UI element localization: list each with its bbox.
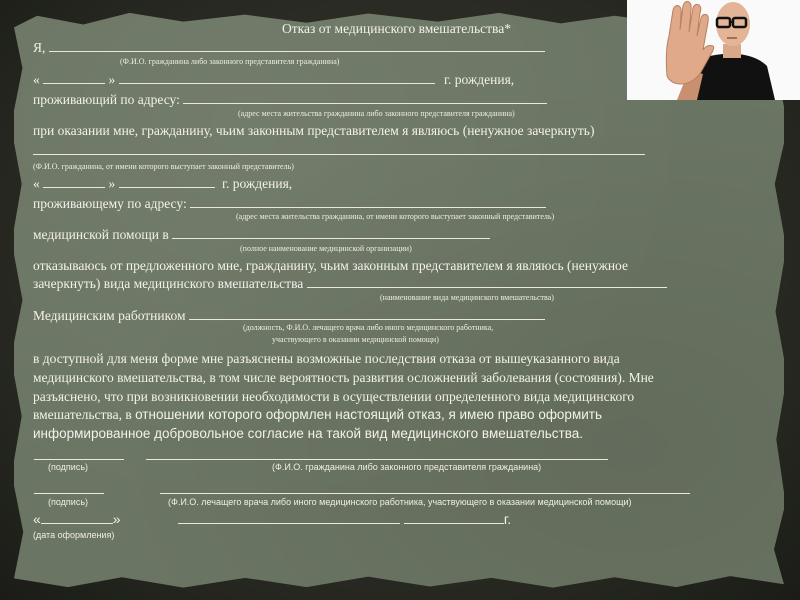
birth-day-field[interactable] <box>43 72 105 84</box>
doctor-field[interactable] <box>189 308 545 320</box>
patient-name-hint: (Ф.И.О. гражданина, от имени которого выступает законный представитель) <box>33 162 294 171</box>
doctor-hint-b: участвующего в оказании медицинской помощи) <box>272 335 439 344</box>
intervention-field[interactable] <box>307 276 667 288</box>
paragraph-line-4a: вмешательства, в <box>33 407 132 422</box>
patient-address-hint: (адрес места жительства гражданина, от имени которого выступает законный представитель) <box>236 212 555 221</box>
line-5 <box>33 143 645 159</box>
organization-field[interactable] <box>172 227 490 239</box>
doctor-label: Медицинским работником <box>33 308 186 323</box>
stop-hand-icon <box>627 0 800 100</box>
date-month-row <box>178 511 511 527</box>
line-9b <box>33 276 667 292</box>
patient-address-label: проживающему по адресу: <box>33 196 187 211</box>
paragraph-line-1: в доступной для меня форме мне разъяснены возможные последствия отказа от вышеуказанного вида <box>33 351 620 366</box>
address-label: проживающий по адресу: <box>33 92 180 107</box>
signature-1-label: (подпись) <box>48 462 89 472</box>
quote-open-2: « <box>33 176 40 191</box>
address-hint: (адрес места жительства гражданина либо законного представителя гражданина) <box>238 109 515 118</box>
line-8 <box>33 227 490 243</box>
organization-hint: (полное наименование медицинской организации) <box>240 244 412 253</box>
date-label: (дата оформления) <box>33 530 115 540</box>
patient-birth-month-field[interactable] <box>119 176 215 188</box>
quote-open: « <box>33 72 40 87</box>
address-field[interactable] <box>183 92 547 104</box>
line-4: при оказании мне, гражданину, чьим законным представителем я являюсь (ненужное зачеркнуть) <box>33 123 595 138</box>
line-1 <box>33 40 545 56</box>
paragraph-line-4 <box>33 407 602 423</box>
paragraph-line-3: разъяснено, что при возникновении необходимости в осуществлении определенного вида медицинского <box>33 389 635 404</box>
intervention-label: зачеркнуть) вида медицинского вмешательства <box>33 276 304 291</box>
line-9a: отказываюсь от предложенного мне, гражданину, чьим законным представителем я являюсь (ненужное <box>33 258 628 273</box>
date-quote-open: « <box>33 511 41 527</box>
signature-1-hint: (Ф.И.О. гражданина либо законного представителя гражданина) <box>272 462 542 472</box>
name-prefix: Я, <box>33 40 46 55</box>
document-title: Отказ от медицинского вмешательства* <box>282 21 511 36</box>
date-year-field[interactable] <box>404 512 504 524</box>
date-quote-close: » <box>112 511 121 527</box>
quote-close-2: » <box>108 176 116 191</box>
date-day-field[interactable] <box>41 512 113 524</box>
signature-2-hint: (Ф.И.О. лечащего врача либо иного медицинского работника, участвующего в оказании медицинской помощи) <box>168 497 632 507</box>
doctor-hint-a: (должность, Ф.И.О. лечащего врача либо иного медицинского работника, <box>243 323 494 332</box>
name-field[interactable] <box>49 40 545 52</box>
date-month-field[interactable] <box>178 512 400 524</box>
quote-close: » <box>108 72 116 87</box>
paragraph-line-2: медицинского вмешательства, в том числе вероятность развития осложнений заболевания (состояния). Мне <box>33 370 654 385</box>
date-year-suffix: г. <box>503 511 512 527</box>
birth-month-field[interactable] <box>119 72 435 84</box>
stop-hand-photo <box>627 0 800 100</box>
line-6 <box>33 176 292 192</box>
line-10 <box>33 308 545 324</box>
birth-year-suffix: г. рождения, <box>444 72 515 87</box>
patient-address-field[interactable] <box>190 196 546 208</box>
date-row <box>33 511 121 527</box>
patient-birth-year-suffix: г. рождения, <box>222 176 293 191</box>
paragraph-line-4b: отношении которого оформлен настоящий отказ, я имею право оформить <box>135 407 602 422</box>
line-7 <box>33 196 546 212</box>
patient-name-field[interactable] <box>33 143 645 155</box>
line-2 <box>33 72 514 88</box>
intervention-hint: (наименование вида медицинского вмешательства) <box>380 293 554 302</box>
organization-label: медицинской помощи в <box>33 227 169 242</box>
line-3 <box>33 92 547 108</box>
name-hint: (Ф.И.О. гражданина либо законного представителя гражданина) <box>120 57 340 66</box>
signature-2-label: (подпись) <box>48 497 89 507</box>
patient-birth-day-field[interactable] <box>43 176 105 188</box>
paragraph-line-5: информированное добровольное согласие на такой вид медицинского вмешательства. <box>33 426 583 441</box>
